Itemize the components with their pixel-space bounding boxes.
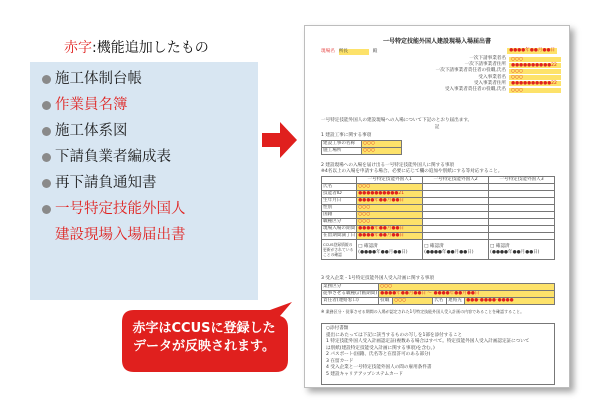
table-row [322, 233, 555, 240]
bullet-icon [42, 101, 51, 110]
attachment-line: 提出にあたっては下記に該当するものの写しを1部を添付すること [326, 332, 463, 338]
site-label: 現場名 [321, 49, 335, 54]
table-row [322, 141, 402, 148]
contact-tel-label: 連絡先 [447, 298, 465, 305]
attachments-box [321, 323, 555, 385]
contact-tel-value: ●●●-●●●●-●●●● [465, 298, 555, 305]
feature-label: 施工体制台帳 [55, 71, 142, 87]
check-label: □ 確認済 [424, 243, 444, 249]
ccus-row [322, 240, 555, 260]
document-title: 一号特定技能外国人建設現場入場届出書 [382, 38, 491, 45]
feature-item-resub-notice [42, 174, 186, 193]
party-label: 一次下請事業者住所 [464, 62, 506, 68]
right-arrow-icon [262, 120, 298, 160]
site-row [321, 49, 381, 55]
contact-role: 役職 [379, 298, 393, 305]
header-cell: 一号特定技能外国人3 [489, 177, 555, 184]
bullet-icon [42, 153, 51, 162]
section-2-note: ※4名以上の入場を申請する場合、必要に応じて欄の追加や別紙にする等対応すること。 [321, 169, 503, 174]
table-header-row [322, 177, 555, 184]
table-row [322, 205, 555, 212]
cell-label: 従事させる職種(計画期間) [323, 291, 378, 296]
party-value: ●●●●●●●●●●22 [509, 81, 561, 86]
document-date: ●●●●年●●月●●日 [509, 48, 555, 53]
intro-text: 一号特定技能外国人の建設現場への入場について下記のとおり届出ます。 [321, 118, 473, 123]
cell-value: ●●●●年●●月●●日 〜 ●●●●年●●月●●日 [379, 291, 555, 298]
check-date: (●●●●年●●月●●日) [358, 249, 408, 255]
cell-value: ○○○ [357, 219, 423, 226]
cell-label: 性別 [322, 205, 357, 212]
party-value: ○○○ [509, 57, 561, 62]
feature-item-ledger [42, 70, 186, 89]
party-value: ○○○ [509, 69, 561, 74]
attachments-title: ○添付書類 [326, 326, 349, 331]
section-1-table [321, 140, 402, 155]
feature-item-structure-chart [42, 122, 186, 141]
ki-mark: 記 [434, 125, 440, 130]
header-cell [322, 177, 357, 184]
feature-label: 一号特定技能外国人 [55, 201, 186, 217]
cell-label: 職種区分 [322, 219, 357, 226]
cell-label: 氏名 [322, 184, 357, 191]
heading [64, 37, 209, 57]
site-seal: 殿 [372, 49, 378, 54]
cell-value: ●●●●年●●月●●日 [357, 233, 423, 240]
bullet-icon [42, 127, 51, 136]
attachment-line: 4 受入企業と一号特定技能外国人の間の雇用条件書 [326, 365, 432, 370]
attachment-line: 5 建設キャリアアップシステムカード [326, 371, 403, 377]
check-date: (●●●●年●●月●●日) [424, 249, 474, 255]
callout-line-2: データが反映されます。 [133, 339, 275, 354]
cell-label: 施工場所 [322, 148, 362, 155]
cell-value: ●●●●年●●月●●日 [357, 198, 423, 205]
feature-item-subcontractor-table [42, 148, 186, 167]
cell-label: 生年月日 [322, 198, 357, 205]
party-label: 受入事業者責任者の役職,氏名 [444, 87, 506, 93]
cell-label: 国籍 [322, 212, 357, 219]
header-cell: 一号特定技能外国人2 [423, 177, 489, 184]
contact-row [322, 298, 555, 305]
cell-label: 技能者ID [322, 191, 357, 198]
party-label: 一次下請事業者名 [469, 56, 506, 62]
table-row [322, 226, 555, 233]
feature-item-entry-form [42, 226, 186, 245]
check-date: (●●●●年●●月●●日) [490, 249, 540, 255]
cell-value: ○○○ [362, 148, 402, 155]
cell-value: ○○○ [357, 205, 423, 212]
table-row [322, 184, 555, 191]
section-3-table [321, 283, 555, 305]
feature-panel [30, 62, 258, 300]
party-label: 受入事業者名 [478, 74, 506, 80]
ccus-check-cell [489, 240, 555, 260]
ccus-check-cell [423, 240, 489, 260]
table-row [322, 191, 555, 198]
section-3-title: 3 受入企業・1号特定技能外国人受入計画に関する事項 [321, 276, 434, 281]
table-row [322, 148, 402, 155]
site-owner: 所長 [339, 49, 369, 55]
cell-label: 現場入場の期間 [323, 226, 356, 231]
party-label: 一次下請事業者責任者の役職,氏名 [435, 68, 506, 74]
check-label: □ 確認済 [358, 243, 378, 249]
section-1-title: 1 建設工事に関する事項 [321, 133, 372, 138]
bullet-icon [42, 75, 51, 84]
bullet-icon [42, 179, 51, 188]
table-row [322, 212, 555, 219]
party-value: ●●●●●●●●●●22 [509, 63, 561, 68]
cell-value: ○○○ [362, 141, 402, 148]
ccus-check-cell [357, 240, 423, 260]
party-block [365, 56, 561, 93]
cell-value: ○○○ [379, 284, 555, 291]
heading-rest: :機能追加したもの [92, 40, 209, 56]
contact-name-label: 氏名 [433, 298, 447, 305]
table-row [322, 198, 555, 205]
party-row [365, 87, 561, 93]
table-row [322, 291, 555, 298]
feature-item-foreign-worker [42, 200, 186, 219]
callout-text [120, 320, 288, 356]
feature-label: 下請負業者編成表 [55, 149, 171, 165]
feature-list [42, 70, 186, 252]
contact-value: ○○○ [393, 298, 433, 305]
cell-label: 業務区分 [322, 284, 379, 291]
feature-label: 建設現場入場届出書 [55, 227, 186, 243]
feature-label: 再下請負通知書 [55, 175, 157, 191]
cell-label: 在留期間満了日 [323, 233, 356, 238]
cell-value: ○○○ [357, 212, 423, 219]
cell-value: ●●●●●●●●●●21 [357, 191, 423, 198]
feature-label: 施工体系図 [55, 123, 128, 139]
callout-line-1: 赤字はCCUSに登録した [132, 321, 276, 336]
check-label: □ 確認済 [490, 243, 510, 249]
section-2-table [321, 176, 555, 260]
attachment-line: 3 在留カード [326, 358, 354, 364]
cell-label: 建設工事の名称 [322, 141, 362, 148]
section-3-note: ※ 業務区分・従事させる期間の入場が認定された1号特定技能外国人受入計画の内容であることを確認すること。 [321, 309, 525, 314]
feature-item-worker-list [42, 96, 186, 115]
callout-bubble [120, 302, 296, 376]
ccus-label: CCUS登録情報の更新がされていることの確認 [322, 240, 357, 260]
bullet-icon [42, 205, 51, 214]
party-label: 受入事業者住所 [473, 80, 506, 86]
table-row [322, 284, 555, 291]
attachment-line: 2 パスポート(国籍、氏名等と在留許可のある部分) [326, 352, 431, 357]
cell-value: ○○○ [357, 184, 423, 191]
party-value: ○○○ [509, 75, 561, 80]
section-2-title: 2 建設現場への入場を届け出る一号特定技能外国人に関する事項 [321, 163, 455, 168]
party-value: ○○○ [509, 88, 561, 93]
table-row [322, 219, 555, 226]
document-preview [304, 25, 570, 388]
contact-label: 責任者(連絡窓口) [322, 298, 379, 305]
header-cell: 一号特定技能外国人1 [357, 177, 423, 184]
attachment-line: は別紙(建設特定技能受入計画に関する事項)を含む。) [326, 345, 435, 351]
feature-label: 作業員名簿 [55, 97, 128, 113]
attachment-line: 1 特定技能外国人受入計画認定証(複数ある場合はすべて。特定技能外国人受入計画認定証について [326, 339, 530, 344]
heading-highlight: 赤字 [64, 40, 92, 56]
cell-value: ●●●●年●●月●●日 [357, 226, 423, 233]
